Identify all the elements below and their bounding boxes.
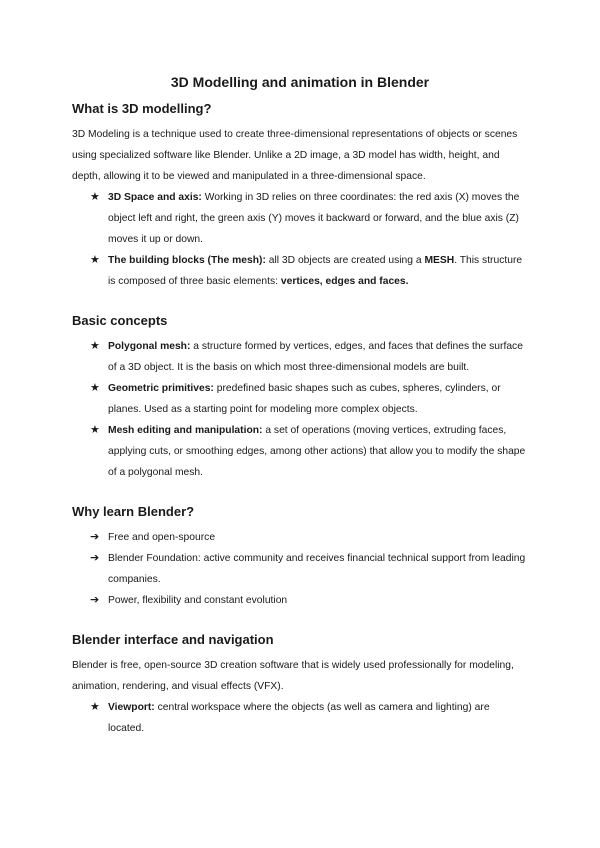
- list-item-text: Power, flexibility and constant evolution: [108, 595, 288, 606]
- star-bullet-icon: ★: [90, 424, 100, 436]
- list-3d-modelling: [72, 187, 528, 292]
- paragraph-3d-modelling-intro: 3D Modeling is a technique used to create three-dimensional representations of objects or scenes using specialized software like Blender. Unlike a 2D image, a 3D model has width, height, and depth, allowing it to be viewed and manipulated in a three-dimensional space.: [72, 129, 518, 182]
- paragraph-blender-intro: Blender is free, open-source 3D creation software that is widely used professionally for modeling, animation, rendering, and visual effects (VFX).: [72, 660, 514, 692]
- list-item: [72, 336, 528, 378]
- term-geometric-primitives: Geometric primitives:: [108, 383, 214, 394]
- heading-basic-concepts: Basic concepts: [72, 313, 168, 328]
- term-polygonal-mesh: Polygonal mesh:: [108, 341, 191, 352]
- heading-blender-interface: Blender interface and navigation: [72, 632, 274, 647]
- list-basic-concepts: [72, 336, 528, 483]
- definition-text: . This structure is composed of three basic elements:: [108, 255, 523, 287]
- list-item: [72, 250, 528, 292]
- term-mesh: MESH: [424, 255, 455, 266]
- term-mesh-editing: Mesh editing and manipulation:: [108, 425, 263, 436]
- definition-text: predefined basic shapes such as cubes, spheres, cylinders, or planes. Used as a starting point for modeling more complex objects.: [108, 383, 501, 415]
- list-item: [72, 527, 528, 548]
- heading-why-learn-blender: Why learn Blender?: [72, 504, 195, 519]
- term-mesh-elements: vertices, edges and faces.: [280, 276, 409, 287]
- definition-text: a structure formed by vertices, edges, and faces that defines the surface of a 3D object. It is the basis on which most three-dimensional models are built.: [108, 341, 523, 373]
- star-bullet-icon: ★: [90, 701, 100, 713]
- arrow-bullet-icon: ➔: [90, 552, 100, 564]
- definition-text: central workspace where the objects (as well as camera and lighting) are located.: [108, 702, 490, 734]
- term-building-blocks: The building blocks (The mesh):: [108, 255, 266, 266]
- list-item: [72, 590, 528, 611]
- star-bullet-icon: ★: [90, 340, 100, 352]
- list-item: [72, 697, 528, 739]
- star-bullet-icon: ★: [90, 382, 100, 394]
- star-bullet-icon: ★: [90, 254, 100, 266]
- definition-text: a set of operations (moving vertices, extruding faces, applying cuts, or smoothing edges, among other actions) that allow you to modify the shape of a polygonal mesh.: [108, 425, 526, 478]
- list-why-learn-blender: [72, 527, 528, 611]
- list-item-text: Free and open-spource: [108, 532, 216, 543]
- arrow-bullet-icon: ➔: [90, 594, 100, 606]
- list-item: [72, 548, 528, 590]
- list-item: [72, 420, 528, 483]
- arrow-bullet-icon: ➔: [90, 531, 100, 543]
- list-item-text: Blender Foundation: active community and receives financial technical support from leading companies.: [108, 553, 526, 585]
- star-bullet-icon: ★: [90, 191, 100, 203]
- document-title: 3D Modelling and animation in Blender: [170, 74, 430, 90]
- heading-what-is-3d-modelling: What is 3D modelling?: [72, 101, 212, 116]
- list-item: [72, 378, 528, 420]
- list-blender-interface: [72, 697, 528, 739]
- term-3d-space: 3D Space and axis:: [108, 192, 202, 203]
- term-viewport: Viewport:: [108, 702, 155, 713]
- definition-text: Working in 3D relies on three coordinates: the red axis (X) moves the object left and right, the green axis (Y) moves it backward or forward, and the blue axis (Z) moves it up or down.: [108, 192, 520, 245]
- definition-text: all 3D objects are created using a: [265, 255, 425, 266]
- list-item: [72, 187, 528, 250]
